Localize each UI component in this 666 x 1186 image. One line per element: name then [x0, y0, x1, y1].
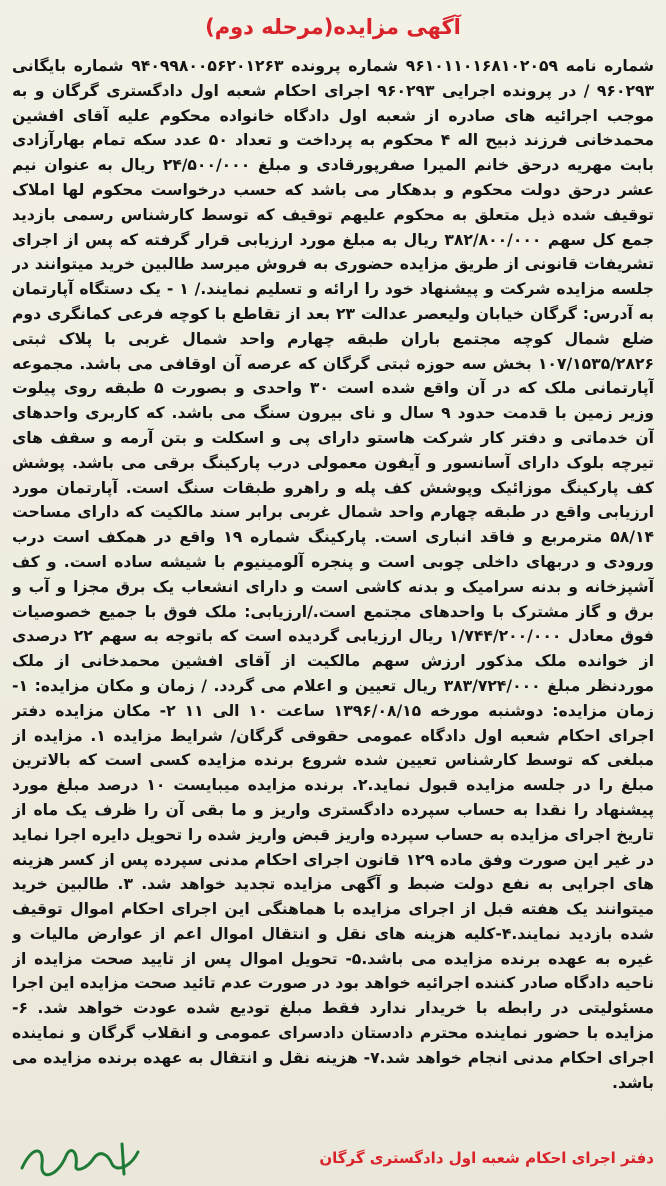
signature-icon: [12, 1138, 162, 1178]
notice-footer: [12, 1138, 654, 1178]
notice-body: شماره نامه ۹۶۱۰۱۱۰۱۶۸۱۰۲۰۵۹ شماره پرونده ۹۴۰۹۹۸۰۰۵۶۲۰۱۲۶۳ شماره بایگانی ۹۶۰۲۹۳ / در پرونده اجرایی ۹۶۰۲۹۳ اجرای احکام شعبه اول دادگستری گرگان و به موجب اجرائیه های صادره از شعبه اول دادگاه خانواده محکوم علیه آقای افشین محمدخانی فرزند ذبیح اله ۴ محکوم به پرداخت و تعداد ۵۰ عدد سکه تمام بهارآزادی بابت مهریه درحق خانم المیرا صفرپورقادی و مبلغ ۲۴/۵۰۰/۰۰۰ ریال به عنوان نیم عشر درحق دولت محکوم و بدهکار می باشد که حسب درخواست محکوم لها املاک توقیف شده ذیل متعلق به محکوم علیهم توقیف که توسط کارشناس رسمی بازدید جمع کل سهم ۳۸۲/۸۰۰/۰۰۰ ریال به مبلغ مورد ارزیابی قرار گرفته که پس از اجرای تشریفات قانونی از طریق مزایده حضوری به فروش میرسد طالبین خرید میتوانند در جلسه مزایده شرکت و پیشنهاد خود را ارائه و تسلیم نمایند./ ۱ - یک دستگاه آپارتمان به آدرس: گرگان خیابان ولیعصر عدالت ۲۳ بعد از تقاطع با کوچه فرعی کمانگری دوم ضلع شمال کوچه مجتمع باران طبقه چهارم واحد شمال غربی با پلاک ثبتی ۱۰۷/۱۵۳۵/۲۸۲۶ بخش سه حوزه ثبتی گرگان که عرصه آن اوقافی می باشد. مجموعه آپارتمانی ملک که در آن واقع شده است ۳۰ واحدی و بصورت ۵ طبقه روی پیلوت وزیر زمین با قدمت حدود ۹ سال و نای بیرون سنگ می باشد. که کاربری واحدهای آن خدماتی و دفتر کار شرکت هاستو دارای پی و اسکلت و بتن آرمه و سقف های تیرچه بلوک دارای آسانسور و آیفون معمولی درب پارکینگ برقی می باشد. پوشش کف پارکینگ موزائیک وپوشش کف پله و راهرو طبقات سنگ است. آپارتمان مورد ارزیابی واقع در طبقه چهارم واحد شمال غربی برابر سند مالکیت که دارای مساحت ۵۸/۱۴ مترمربع و فاقد انباری است. پارکینگ شماره ۱۹ واقع در همکف است درب ورودی و دربهای داخلی چوبی است و پنجره آلومینیوم با شیشه ساده است. و کف آشپزخانه و بدنه سرامیک و بدنه کاشی است و دارای انشعاب یک برق مجزا و آب و برق و گاز مشترک با واحدهای مجتمع است./ارزیابی: ملک فوق با جمیع خصوصیات فوق معادل ۱/۷۴۴/۲۰۰/۰۰۰ ریال ارزیابی گردیده است که باتوجه به سهم ۲۲ درصدی از خوانده ملک مذکور ارزش سهم مالکیت از آقای افشین محمدخانی از ملک موردنظر مبلغ ۳۸۳/۷۲۴/۰۰۰ ریال تعیین و اعلام می گردد. / زمان و مکان مزایده: ۱- زمان مزایده: دوشنبه مورخه ۱۳۹۶/۰۸/۱۵ ساعت ۱۰ الی ۱۱ ۲- مکان مزایده دفتر اجرای احکام شعبه اول دادگاه عمومی حقوقی گرگان/ شرایط مزایده ۱. مزایده از مبلغی که توسط کارشناس تعیین شده شروع برنده مزایده کسی است که بالاترین مبلغ را در جلسه مزایده قبول نماید.۲. برنده مزایده میبایست ۱۰ درصد مبلغ مورد پیشنهاد را نقدا به حساب سپرده دادگستری واریز و ما بقی آن را ظرف یک ماه از تاریخ اجرای مزایده به حساب سپرده واریز قبض واریز شده را تحویل دایره اجرا نماید در غیر این صورت وفق ماده ۱۲۹ قانون اجرای احکام مدنی سپرده پس از کسر هزینه های اجرایی به نفع دولت ضبط و آگهی مزایده تجدید خواهد شد. ۳. طالبین خرید میتوانند یک هفته قبل از اجرای مزایده با هماهنگی این اجرای احکام اموال توقیف شده بازدید نمایند.۴-کلیه هزینه های نقل و انتقال اموال اعم از عوارض مالیات و غیره به عهده برنده مزایده می باشد.۵- تحویل اموال پس از تایید صحت مزایده از ناحیه دادگاه صادر کننده اجرائیه خواهد بود در صورت عدم تائید صحت مزایده این اجرا مسئولیتی در رابطه با خریدار ندارد فقط مبلغ تودیع شده عودت خواهد شد. ۶- مزایده با حضور نماینده محترم دادستان دادسرای عمومی و انقلاب گرگان و نماینده اجرای احکام مدنی انجام خواهد شد.۷- هزینه نقل و انتقال به عهده برنده مزایده می باشد.: [12, 57, 654, 1092]
notice-title: آگهی مزایده(مرحله دوم): [205, 15, 461, 39]
footer-office: دفتر اجرای احکام شعبه اول دادگستری گرگان: [319, 1149, 654, 1167]
